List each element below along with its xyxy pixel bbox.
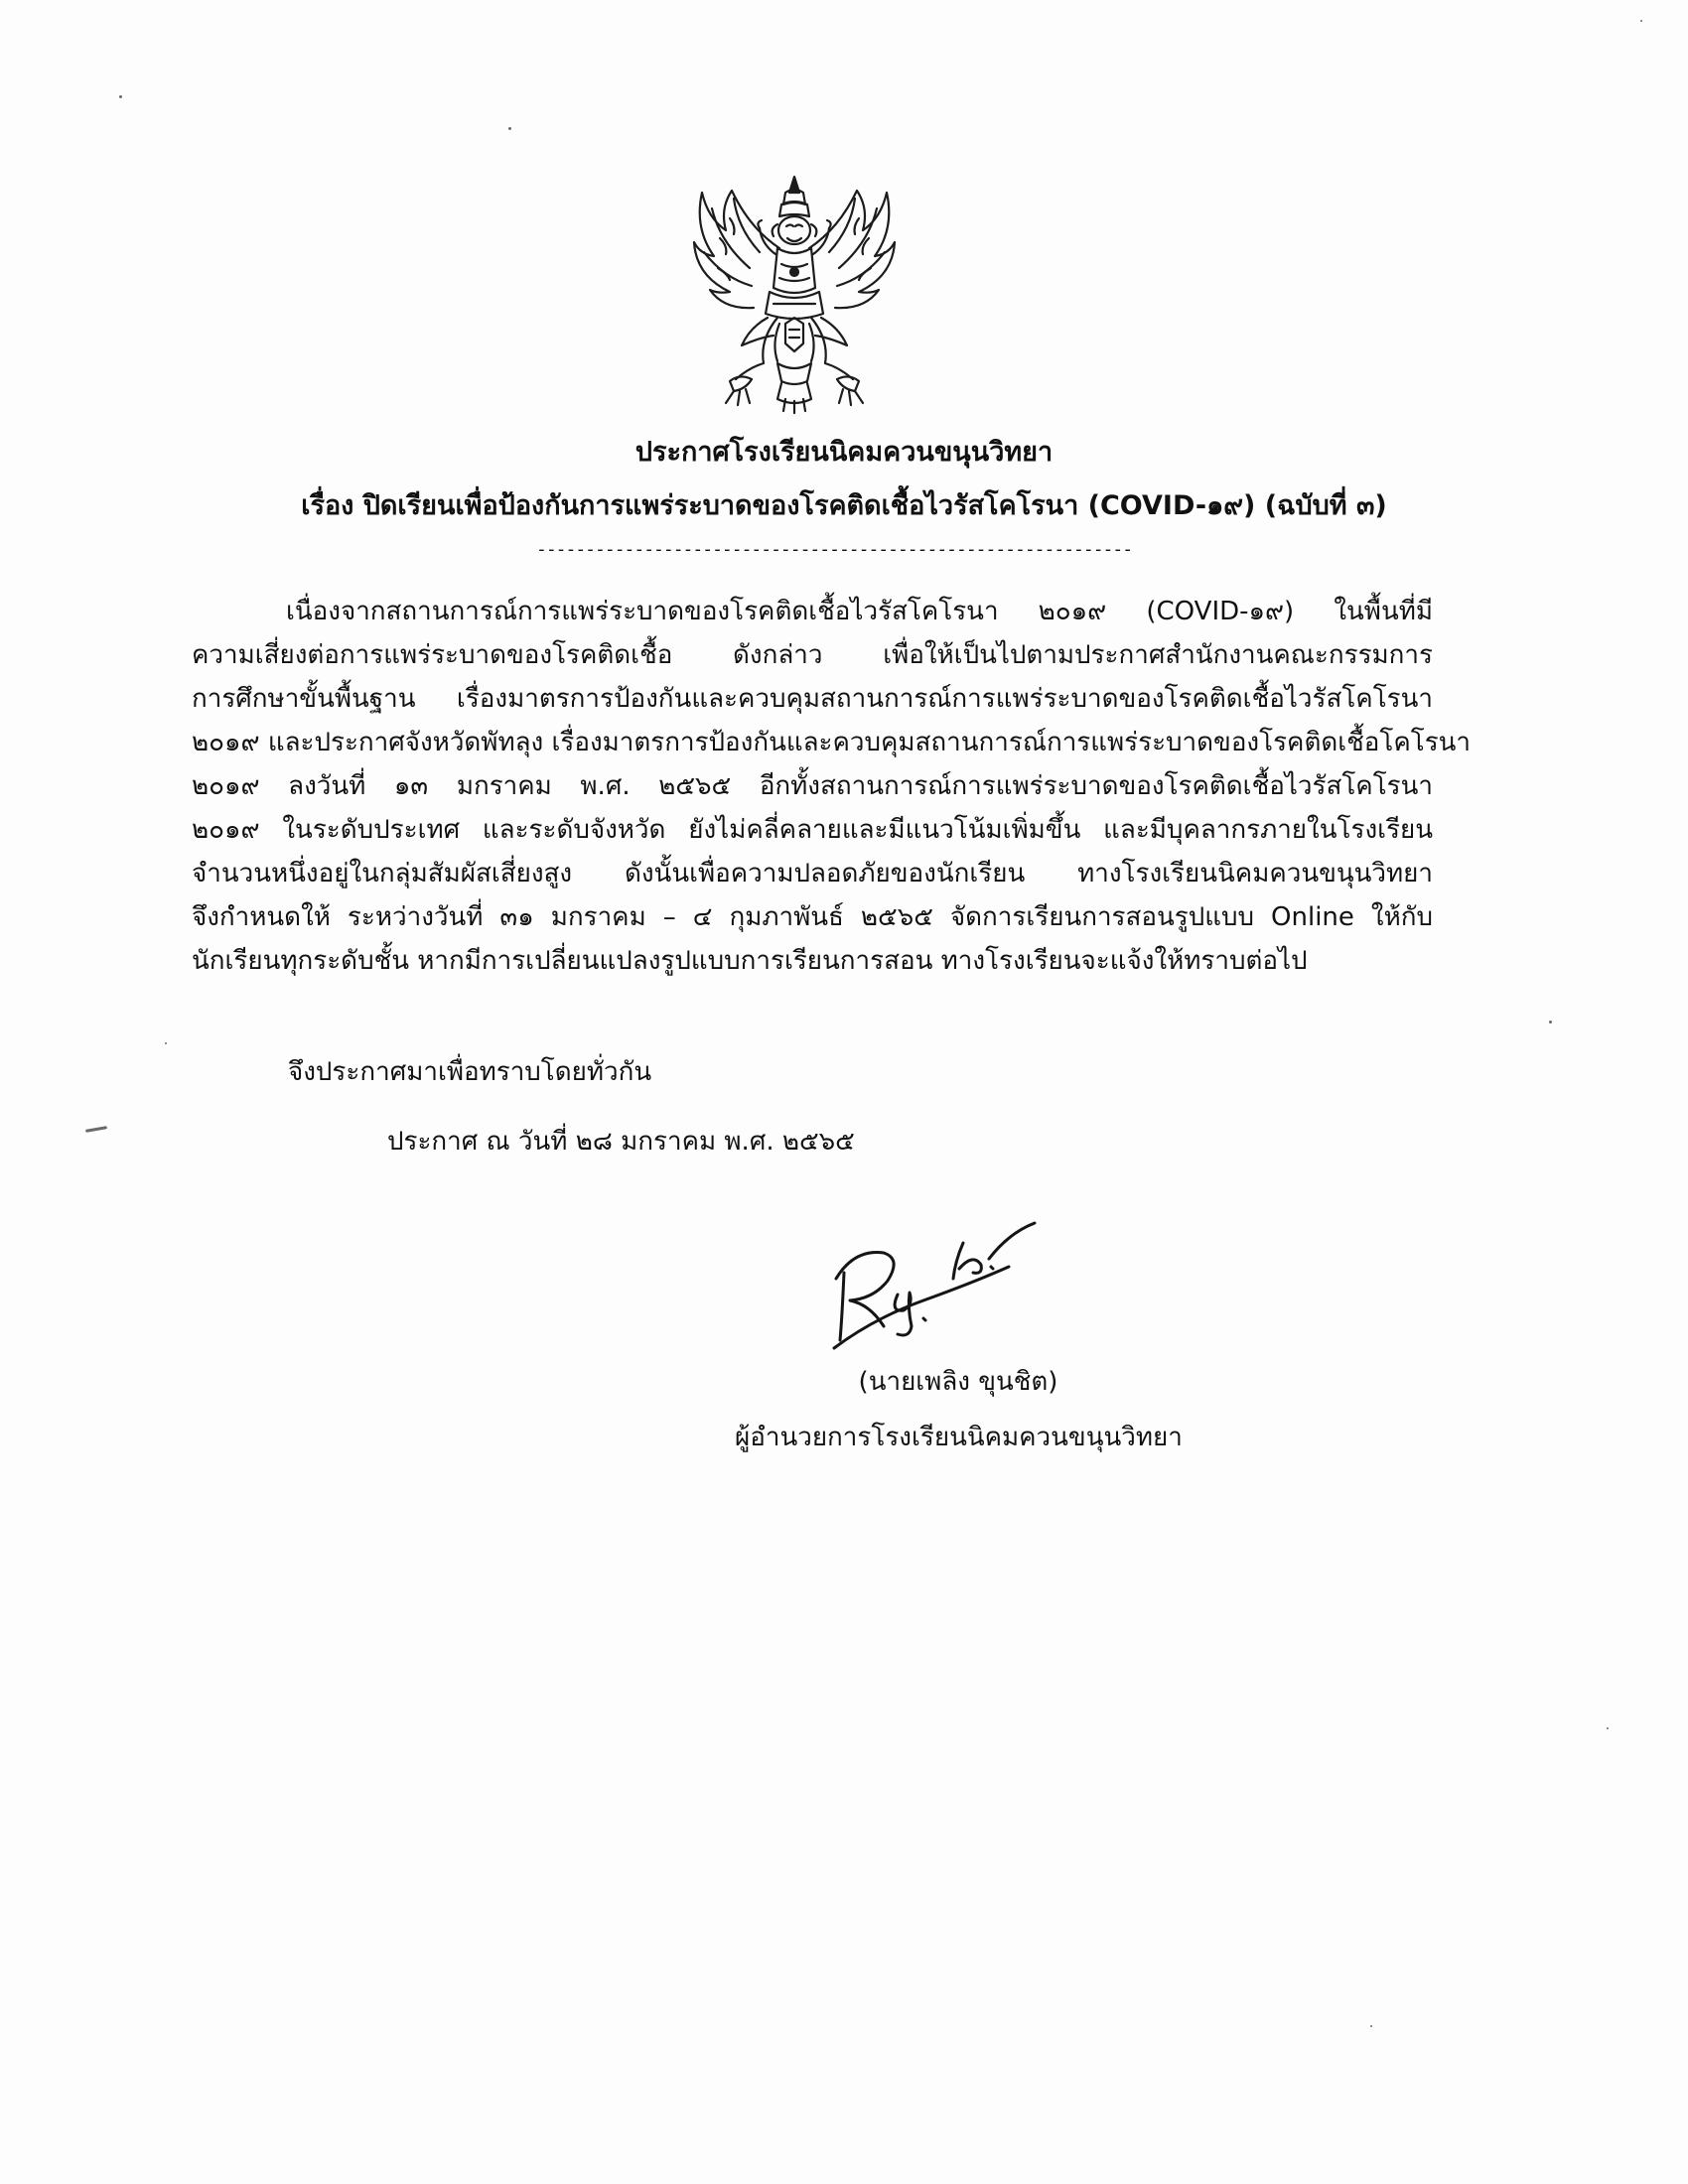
body-line: ๒๐๑๙ ในระดับประเทศ และระดับจังหวัด ยังไม่คลี่คลายและมีแนวโน้มเพิ่มขึ้น และมีบุคลากรภายในโรงเรียน xyxy=(192,815,1433,845)
announcement-subject: เรื่อง ปิดเรียนเพื่อป้องกันการแพร่ระบาดของโรคติดเชื้อไวรัสโคโรนา (COVID-๑๙) (ฉบับที่ ๓) xyxy=(301,490,1387,521)
body-line: ๒๐๑๙ ลงวันที่ ๑๓ มกราคม พ.ศ. ๒๕๖๕ อีกทั้งสถานการณ์การแพร่ระบาดของโรคติดเชื้อไวรัสโคโรนา xyxy=(192,771,1433,801)
announcement-body xyxy=(192,590,1472,983)
signer-title: ผู้อำนวยการโรงเรียนนิคมควนขนุนวิทยา xyxy=(735,1423,1183,1452)
closing-statement: จึงประกาศมาเพื่อทราบโดยทั่วกัน xyxy=(288,1057,652,1087)
scan-speck xyxy=(1370,2025,1372,2027)
body-line: เนื่องจากสถานการณ์การแพร่ระบาดของโรคติดเชื้อไวรัสโคโรนา ๒๐๑๙ (COVID-๑๙) ในพื้นที่มี xyxy=(286,597,1433,626)
scan-speck xyxy=(1607,1727,1609,1729)
garuda-emblem-icon xyxy=(690,169,899,417)
handwritten-signature-icon xyxy=(814,1209,1092,1358)
body-line: ความเสี่ยงต่อการแพร่ระบาดของโรคติดเชื้อ ดังกล่าว เพื่อให้เป็นไปตามประกาศสำนักงานคณะกรรมการ xyxy=(192,640,1433,670)
scan-speck xyxy=(85,1126,107,1133)
body-line: ๒๐๑๙ และประกาศจังหวัดพัทลุง เรื่องมาตรการป้องกันและควบคุมสถานการณ์การแพร่ระบาดของโรคติดเชื้อโคโรนา xyxy=(192,728,1472,757)
title-divider: ------------------------------------------------------------- xyxy=(536,539,1133,560)
scan-speck xyxy=(1640,20,1642,22)
scan-speck xyxy=(508,127,511,130)
scan-speck xyxy=(1549,1021,1552,1024)
body-line: การศึกษาขั้นพื้นฐาน เรื่องมาตรการป้องกันและควบคุมสถานการณ์การแพร่ระบาดของโรคติดเชื้อไวรัสโคโรนา xyxy=(192,684,1433,714)
body-line: จึงกำหนดให้ ระหว่างวันที่ ๓๑ มกราคม – ๔ กุมภาพันธ์ ๒๕๖๕ จัดการเรียนการสอนรูปแบบ Online ให้กับ xyxy=(192,902,1433,932)
signer-name: (นายเพลิง ขุนชิต) xyxy=(858,1367,1058,1397)
scan-speck xyxy=(119,95,122,98)
announcement-title: ประกาศโรงเรียนนิคมควนขนุนวิทยา xyxy=(634,437,1054,468)
announcement-date: ประกาศ ณ วันที่ ๒๘ มกราคม พ.ศ. ๒๕๖๕ xyxy=(387,1127,855,1157)
body-line: จำนวนหนึ่งอยู่ในกลุ่มสัมผัสเสี่ยงสูง ดังนั้นเพื่อความปลอดภัยของนักเรียน ทางโรงเรียนนิคมควนขนุนวิทยา xyxy=(192,859,1433,888)
scan-speck xyxy=(165,1042,167,1044)
body-line: นักเรียนทุกระดับชั้น หากมีการเปลี่ยนแปลงรูปแบบการเรียนการสอน ทางโรงเรียนจะแจ้งให้ทราบต่อไป xyxy=(192,946,1308,976)
